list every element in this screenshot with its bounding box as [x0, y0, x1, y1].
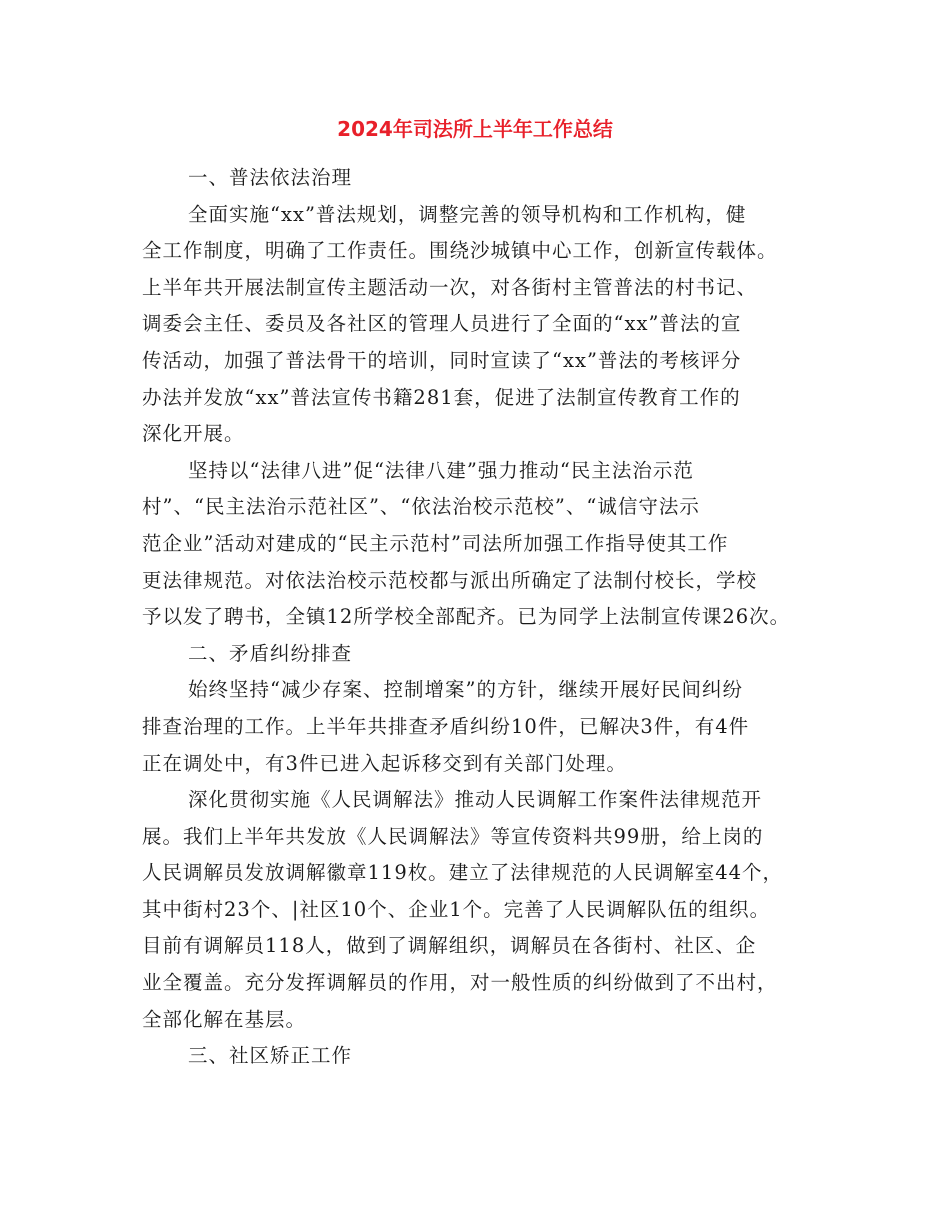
- text-line: 一、普法依法治理: [188, 166, 353, 189]
- text-line: 三、社区矫正工作: [188, 1044, 353, 1068]
- text-line: 全部化解在基层。: [142, 1007, 307, 1031]
- text-line: 更法律规范。对依法治校示范校都与派出所确定了法制付校长，学校: [142, 568, 758, 592]
- text-line: 人民调解员发放调解徽章119枚。建立了法律规范的人民调解室44个，: [142, 861, 784, 885]
- text-line: 上半年共开展法制宣传主题活动一次，对各街村主管普法的村书记、: [142, 275, 758, 299]
- text-line: 正在调处中，有3件已进入起诉移交到有关部门处理。: [142, 751, 627, 775]
- text-line: 排查治理的工作。上半年共排查矛盾纠纷10件，已解决3件，有4件: [142, 714, 750, 738]
- document-title: 2024年司法所上半年工作总结: [337, 117, 613, 141]
- text-line: 传活动，加强了普法骨干的培训，同时宣读了“xx”普法的考核评分: [142, 348, 742, 372]
- text-line: 展。我们上半年共发放《人民调解法》等宣传资料共99册，给上岗的: [142, 824, 764, 848]
- text-line: 全工作制度，明确了工作责任。围绕沙城镇中心工作，创新宣传载体。: [142, 239, 778, 263]
- text-line: 予以发了聘书，全镇12所学校全部配齐。已为同学上法制宣传课26次。: [142, 605, 791, 629]
- text-line: 调委会主任、委员及各社区的管理人员进行了全面的“xx”普法的宣: [142, 312, 742, 336]
- text-line: 坚持以“法律八进”促“法律八建”强力推动“民主法治示范: [188, 458, 694, 482]
- text-line: 深化开展。: [142, 422, 245, 446]
- text-line: 深化贯彻实施《人民调解法》推动人民调解工作案件法律规范开: [188, 788, 763, 812]
- text-line: 其中街村23个、|社区10个、企业1个。完善了人民调解队伍的组织。: [142, 897, 771, 921]
- text-line: 始终坚持“减少存案、控制增案”的方针，继续开展好民间纠纷: [188, 678, 743, 702]
- text-line: 二、矛盾纠纷排查: [188, 641, 353, 665]
- text-line: 范企业”活动对建成的“民主示范村”司法所加强工作指导使其工作: [142, 531, 729, 555]
- document-body: [142, 160, 832, 1075]
- text-line: 目前有调解员118人，做到了调解组织，调解员在各街村、社区、企: [142, 934, 757, 958]
- text-line: 全面实施“xx”普法规划，调整完善的领导机构和工作机构，健: [188, 202, 747, 226]
- text-line: 村”、“民主法治示范社区”、“依法治校示范校”、“诚信守法示: [142, 495, 700, 519]
- text-line: 业全覆盖。充分发挥调解员的作用，对一般性质的纠纷做到了不出村，: [142, 971, 778, 995]
- text-line: 办法并发放“xx”普法宣传书籍281套，促进了法制宣传教育工作的: [142, 385, 741, 409]
